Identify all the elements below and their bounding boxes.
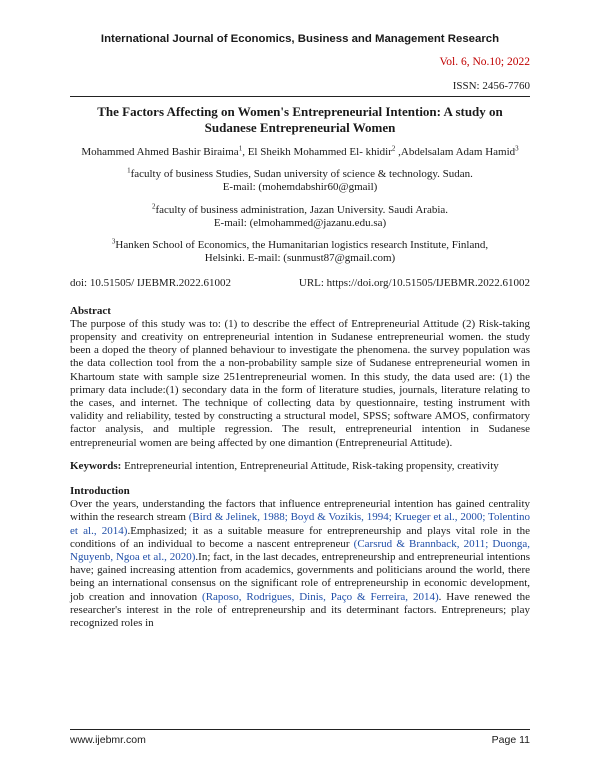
author-2-sup: 2 <box>391 144 396 153</box>
keywords-label: Keywords: <box>70 459 122 472</box>
page-footer <box>70 734 530 746</box>
author-2: , El Sheikh Mohammed El- khidir <box>242 146 392 158</box>
abstract-heading: Abstract <box>70 304 111 317</box>
abstract-text: The purpose of this study was to: (1) to describe the effect of Entrepreneurial Attitude (2) Risk-taking propensity and creativity on entrepreneurial intention in Sudanese entrepreneurial women. the study been a doped the theory of planned behaviour to investigate the phenomena. the survey population was the data collection tool from the a non-probability sample size of Sudanese entrepreneurial women in Khartoum state with sample size 251entrepreneurial women. In this study, the data used are: (1) the primary data include:(1) secondary data in the form of literature studies, journals, literature relating to the cases, and internet. The technique of collecting data by questionnaire, testing instrument with validity and reliability, tested by constructing a structural model, SPSS; software AMOS, confirmatory factor analysis, and multiple regression. The result, entrepreneurial intention in Sudanese entrepreneurial women are being affected by one dimantion (Entrepreneurial Attitude). <box>70 317 530 449</box>
author-3: ,Abdelsalam Adam Hamid <box>395 146 516 158</box>
affiliation-2: $^2$faculty of business administration, Jazan University. Saudi Arabia. E-mail: (elmohammed@jazanu.edu.sa) <box>151 201 449 229</box>
keywords <box>70 460 530 473</box>
doi-text: doi: 10.51505/ IJEBMR.2022.61002 <box>70 277 232 290</box>
author-1-sup: 1 <box>238 144 243 153</box>
citation-link[interactable]: (Raposo, Rodrigues, Dinis, Paço & Ferreira, 2014) <box>202 590 439 603</box>
footer-website[interactable]: www.ijebmr.com <box>70 734 146 746</box>
footer-rule <box>70 729 530 730</box>
keywords-text: Entrepreneurial intention, Entrepreneurial Attitude, Risk-taking propensity, creativity <box>121 459 499 472</box>
citation-link[interactable]: (Carsrud & Brannback, 2011; Duonga, Nguyenb, Ngoa et al., 2020) <box>70 537 530 564</box>
introduction-heading: Introduction <box>70 485 130 498</box>
author-1: Mohammed Ahmed Bashir Biraima <box>81 146 239 158</box>
article-body <box>70 104 530 630</box>
citation-link[interactable]: (Bird & Jelinek, 1988; Boyd & Vozikis, 1994; Krueger et al., 2000; Tolentino et al., 2014) <box>70 511 531 537</box>
journal-header: International Journal of Economics, Business and Management Research <box>100 33 500 45</box>
affiliation-3: $^3$Hanken School of Economics, the Humanitarian logistics research Institute, Finland, Helsinki. E-mail: (sunmust87@gmail.com) <box>111 237 489 265</box>
author-list <box>70 146 530 159</box>
affiliation-1: $^1$faculty of business Studies, Sudan university of science & technology. Sudan. E-mail: (mohemdabshir60@gmail) <box>127 166 473 194</box>
paper-title: The Factors Affecting on Women's Entrepreneurial Intention: A study on Sudanese Entrepreneurial Women <box>97 104 503 135</box>
page-number: Page 11 <box>491 734 530 746</box>
header-rule <box>70 96 530 97</box>
introduction-text: Over the years, understanding the factors that influence entrepreneurial intention has gained centrality within the research stream (Bird & Jelinek, 1988; Boyd & Vozikis, 1994; Krueger et al., 2000; Tolentino et al., 2014).Emphasized; it as a suitable measure for entrepreneurship and plays vital role in the conditions of an individual to become a nascent entrepreneur (Carsrud & Brannback, 2011; Duonga, Nguyenb, Ngoa et al., 2020).In; fact, in the last decades, entrepreneurship and entrepreneurial intentions have; gained increasing attention from academics, governments and politicians around the world, there being an international consensus on the significant role of entrepreneurship in economic development, job creation and innovation (Raposo, Rodrigues, Dinis, Paço & Ferreira, 2014). Have renewed the researcher's interest in the role of entrepreneurship and its determinant factors. Entrepreneurs; play recognized roles in <box>70 498 531 630</box>
issn-label: ISSN: 2456-7760 <box>452 80 530 92</box>
volume-label: Vol. 6, No.10; 2022 <box>439 56 530 68</box>
doi-row <box>70 277 530 290</box>
doi-url[interactable]: URL: https://doi.org/10.51505/IJEBMR.2022.61002 <box>298 277 530 290</box>
author-3-sup: 3 <box>515 144 519 153</box>
